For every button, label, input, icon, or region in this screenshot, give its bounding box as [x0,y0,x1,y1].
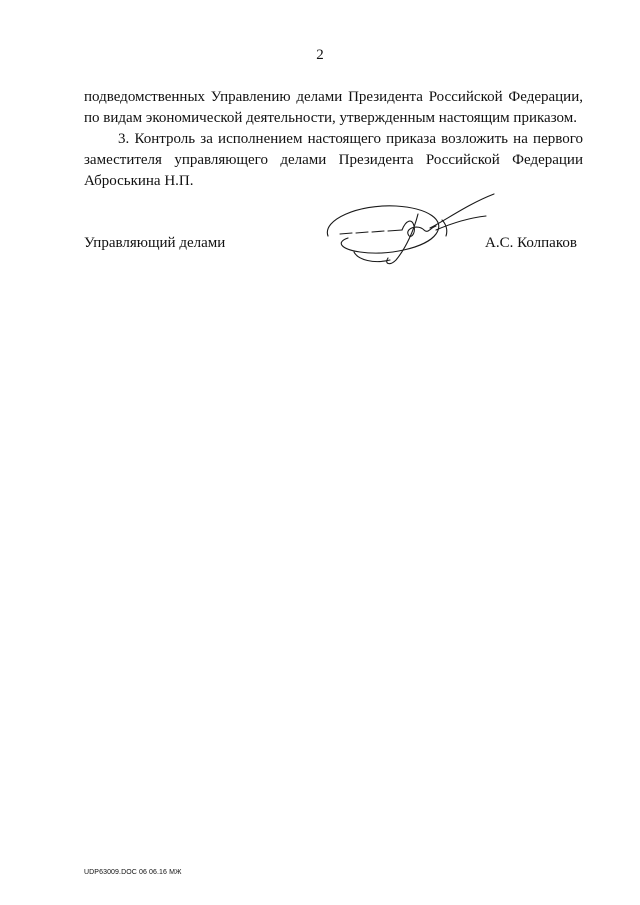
page-number: 2 [316,47,324,63]
text-line: Аброськина Н.П. [84,173,194,189]
document-body [84,87,583,192]
signatory-title: Управляющий делами [84,235,226,251]
text-line: заместителя управляющего делами Президента Российской Федерации [84,152,583,168]
footer-file-info: UDP63009.DOC 06 06.16 МЖ [84,869,182,876]
text-line: 3. Контроль за исполнением настоящего приказа возложить на первого [118,131,583,147]
signatory-name: А.С. Колпаков [485,235,577,251]
text-line: подведомственных Управлению делами Президента Российской Федерации, [84,89,583,105]
signature-icon [318,190,500,272]
text-line: по видам экономической деятельности, утвержденным настоящим приказом. [84,110,577,126]
paragraph-item-3 [84,129,583,192]
paragraph-continuation [84,87,583,129]
